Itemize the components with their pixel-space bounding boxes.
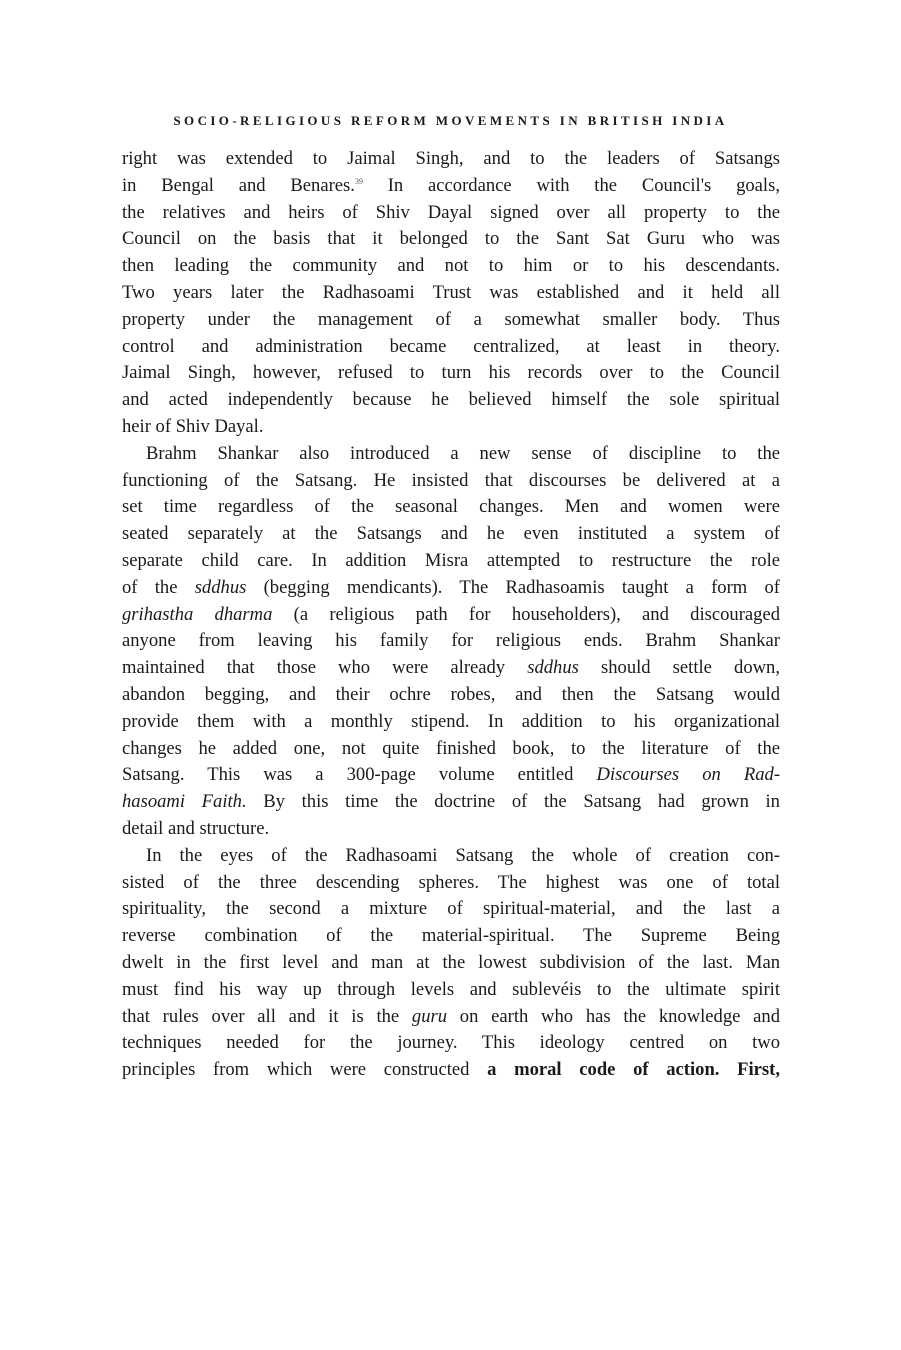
text-line: seated separately at the Satsangs and he even instituted a system of bbox=[122, 523, 780, 545]
italic-term: grihastha dharma bbox=[122, 603, 273, 625]
text-line: grihastha dharma (a religious path for householders), and discouraged bbox=[122, 603, 780, 625]
text-line: anyone from leaving his family for religious ends. Brahm Shankar bbox=[122, 630, 780, 652]
text-line: property under the management of a somewhat smaller body. Thus bbox=[122, 308, 780, 330]
text-line: Two years later the Radhasoami Trust was established and it held all bbox=[122, 281, 780, 303]
text-line: the relatives and heirs of Shiv Dayal signed over all property to the bbox=[122, 201, 780, 223]
bold-phrase: a moral code of action. First, bbox=[487, 1059, 780, 1081]
text-line: control and administration became centralized, at least in theory. bbox=[122, 335, 780, 357]
italic-term: guru bbox=[411, 1005, 448, 1027]
text-line: Brahm Shankar also introduced a new sense of discipline to the bbox=[146, 442, 780, 464]
text-line: reverse combination of the material-spiritual. The Supreme Being bbox=[122, 925, 780, 947]
book-title: hasoami Faith. bbox=[122, 791, 247, 813]
text-line: that rules over all and it is the guru on earth who has the knowledge and bbox=[122, 1005, 780, 1027]
footnote-marker[interactable]: 39 bbox=[354, 176, 363, 186]
italic-term: sddhus bbox=[194, 576, 247, 598]
text-line: sisted of the three descending spheres. The highest was one of total bbox=[122, 871, 780, 893]
text-line: and acted independently because he believed himself the sole spiritual bbox=[122, 389, 780, 411]
text-line: set time regardless of the seasonal changes. Men and women were bbox=[122, 496, 780, 518]
text-line: functioning of the Satsang. He insisted that discourses be delivered at a bbox=[122, 469, 780, 491]
text-line: of the sddhus (begging mendicants). The Radhasoamis taught a form of bbox=[122, 576, 780, 598]
text-line: right was extended to Jaimal Singh, and to the leaders of Satsangs bbox=[122, 148, 780, 169]
text-line: in Bengal and Benares.$^{39}$ In accordance with the Council's goals, bbox=[122, 174, 780, 196]
text-line: principles from which were constructed a moral code of action. First, bbox=[122, 1059, 780, 1081]
body-text bbox=[122, 146, 780, 1084]
text-line: detail and structure. bbox=[122, 817, 270, 839]
text-line: In the eyes of the Radhasoami Satsang the whole of creation con- bbox=[146, 844, 780, 866]
text-line: heir of Shiv Dayal. bbox=[122, 415, 264, 437]
text-line: Council on the basis that it belonged to the Sant Sat Guru who was bbox=[122, 228, 780, 250]
book-title: Discourses on Rad- bbox=[596, 764, 781, 786]
running-head: SOCIO-RELIGIOUS REFORM MOVEMENTS IN BRITISH INDIA bbox=[173, 113, 728, 128]
text-line: maintained that those who were already sddhus should settle down, bbox=[122, 657, 780, 679]
text-line: techniques needed for the journey. This ideology centred on two bbox=[122, 1032, 780, 1054]
text-line: changes he added one, not quite finished book, to the literature of the bbox=[122, 737, 780, 759]
text-line: hasoami Faith. By this time the doctrine of the Satsang had grown in bbox=[122, 791, 780, 813]
text-line: then leading the community and not to him or to his descendants. bbox=[122, 255, 780, 277]
text-line: dwelt in the first level and man at the lowest subdivision of the last. Man bbox=[122, 951, 780, 973]
text-line: Jaimal Singh, however, refused to turn his records over to the Council bbox=[122, 362, 780, 384]
text-line: provide them with a monthly stipend. In addition to his organizational bbox=[122, 710, 780, 732]
text-line: must find his way up through levels and sublevéis to the ultimate spirit bbox=[122, 978, 780, 1000]
text-line: spirituality, the second a mixture of spiritual-material, and the last a bbox=[122, 898, 780, 920]
text-line: Satsang. This was a 300-page volume entitled Discourses on Rad- bbox=[122, 764, 781, 786]
text-line: abandon begging, and their ochre robes, and then the Satsang would bbox=[122, 683, 780, 705]
text-line: separate child care. In addition Misra attempted to restructure the role bbox=[122, 549, 780, 571]
italic-term: sddhus bbox=[527, 657, 579, 679]
